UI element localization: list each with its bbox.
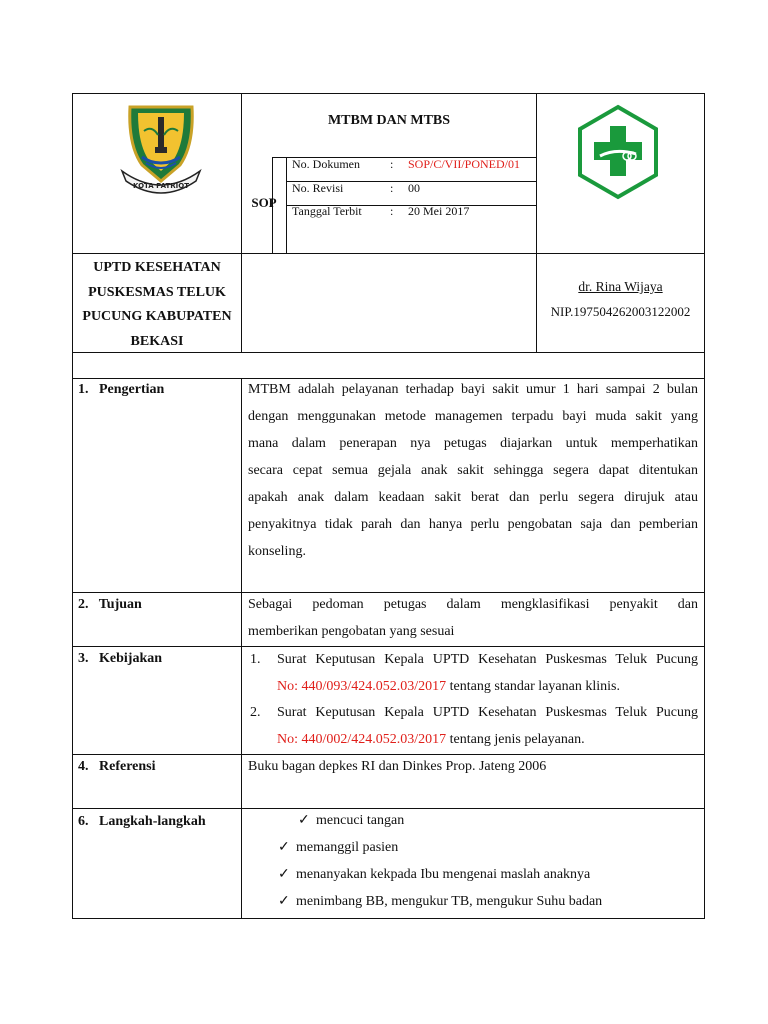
- issue-date-value: 20 Mei 2017: [408, 204, 470, 218]
- pengertian-line: MTBM adalah pelayanan terhadap bayi sakit umur 1 hari sampai 2 bulan: [248, 382, 698, 397]
- pengertian-line: secara cepat semua gejala anak sakit sehingga segera dapat ditentukan: [248, 463, 698, 478]
- kebijakan-item-ref-line: [277, 679, 620, 695]
- kebijakan-item-number: 1.: [250, 652, 261, 667]
- checkmark-icon: ✓: [278, 840, 290, 855]
- revision-sep: :: [390, 181, 394, 195]
- crest-motto-text: KOTA PATRIOT: [132, 182, 190, 190]
- referensi-text: Buku bagan depkes RI dan Dinkes Prop. Jateng 2006: [248, 759, 547, 774]
- kebijakan-item-ref-line: [277, 732, 585, 748]
- checkmark-icon: ✓: [278, 894, 290, 909]
- kebijakan-item-number: 2.: [250, 705, 261, 720]
- revision-value: 00: [408, 181, 420, 195]
- issue-date-label: Tanggal Terbit: [292, 204, 362, 218]
- kebijakan-ref-desc: tentang jenis pelayanan.: [446, 732, 585, 747]
- doc-number-label: No. Dokumen: [292, 157, 360, 171]
- step-item: [278, 839, 398, 856]
- tujuan-line: Sebagai pedoman petugas dalam mengklasifikasi penyakit dan: [248, 597, 698, 612]
- org-line: BEKASI: [130, 333, 184, 349]
- revision-label: No. Revisi: [292, 181, 344, 195]
- section-label-tujuan: 2. Tujuan: [78, 597, 142, 612]
- puskesmas-logo: [576, 104, 660, 200]
- step-item: [278, 866, 590, 883]
- tujuan-text: [248, 595, 698, 649]
- organization-name: [73, 256, 241, 354]
- kebijakan-ref-number: No: 440/002/424.052.03/2017: [277, 732, 447, 747]
- issue-date-sep: :: [390, 204, 394, 218]
- kebijakan-ref-desc: tentang standar layanan klinis.: [446, 679, 620, 694]
- step-item: [278, 893, 602, 910]
- tujuan-line: memberikan pengobatan yang sesuai: [248, 624, 455, 639]
- pengertian-line: dengan menggunakan metode managemen terpadu bayi muda sakit yang: [248, 409, 698, 424]
- step-text: memanggil pasien: [296, 840, 399, 855]
- org-line: PUCUNG KABUPATEN: [82, 309, 232, 324]
- org-line: UPTD KESEHATAN: [93, 260, 221, 275]
- section-label-pengertian: 1. Pengertian: [78, 382, 165, 397]
- signer-name: dr. Rina Wijaya: [578, 279, 663, 294]
- pengertian-line: konseling.: [248, 544, 306, 559]
- sop-label: SOP: [251, 195, 277, 210]
- checkmark-icon: ✓: [278, 867, 290, 882]
- pengertian-line: mana dalam penerapan nya petugas diajarkan untuk memperhatikan: [248, 436, 698, 451]
- regency-crest-logo: [116, 101, 206, 201]
- document-title: MTBM DAN MTBS: [327, 113, 451, 128]
- pengertian-line: apakah anak dalam keadaan sakit berat dan perlu segera dirujuk atau: [248, 490, 698, 505]
- checkmark-icon: ✓: [298, 813, 310, 828]
- signer-nip: NIP.197504262003122002: [550, 304, 691, 319]
- section-label-langkah: 6. Langkah-langkah: [78, 814, 206, 829]
- kebijakan-item-line: Surat Keputusan Kepala UPTD Kesehatan Puskesmas Teluk Pucung: [277, 652, 698, 667]
- section-label-referensi: 4. Referensi: [78, 759, 156, 774]
- doc-number-value: SOP/C/VII/PONED/01: [408, 157, 521, 171]
- step-text: menanyakan kekpada Ibu mengenai maslah anaknya: [296, 867, 591, 882]
- kebijakan-item-line: Surat Keputusan Kepala UPTD Kesehatan Puskesmas Teluk Pucung: [277, 705, 698, 720]
- pengertian-text: [248, 380, 698, 569]
- kebijakan-ref-number: No: 440/093/424.052.03/2017: [277, 679, 447, 694]
- step-text: menimbang BB, mengukur TB, mengukur Suhu badan: [296, 894, 603, 909]
- section-label-kebijakan: 3. Kebijakan: [78, 651, 163, 666]
- step-item: [298, 812, 404, 829]
- doc-number-sep: :: [390, 157, 394, 171]
- step-text: mencuci tangan: [316, 813, 405, 828]
- pengertian-line: penyakitnya tidak parah dan hanya perlu pengobatan saja dan pemberian: [248, 517, 698, 532]
- org-line: PUSKESMAS TELUK: [88, 284, 226, 300]
